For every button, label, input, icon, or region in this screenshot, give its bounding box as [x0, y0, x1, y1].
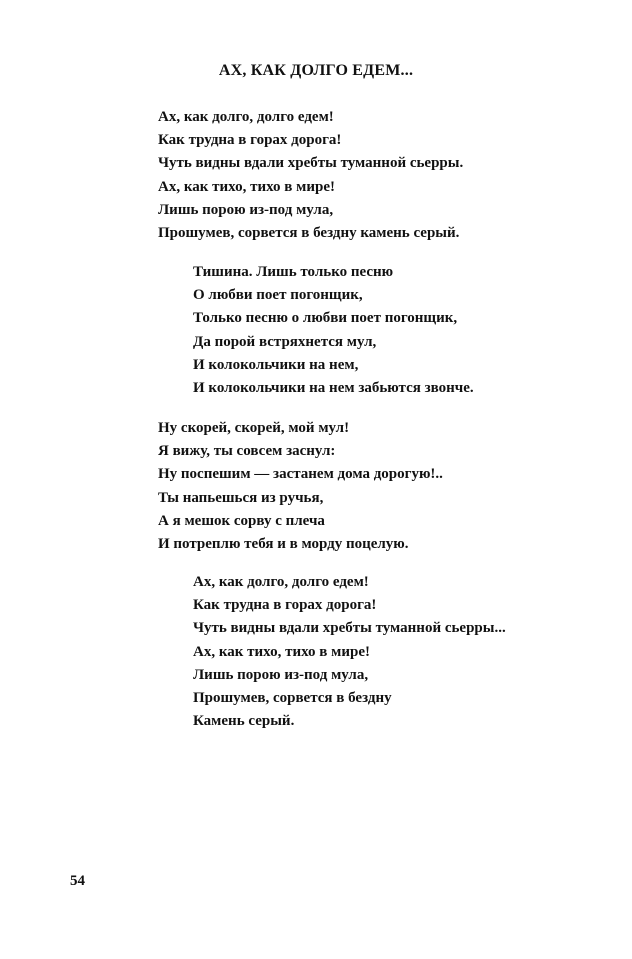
verse-line: И колокольчики на нем,: [193, 356, 359, 373]
verse-line: А я мешок сорву с плеча: [158, 512, 325, 529]
verse-line: Ты напьешься из ручья,: [158, 489, 324, 506]
verse-line: Лишь порою из-под мула,: [158, 201, 334, 218]
verse-line: Чуть видны вдали хребты туманной сьерры...: [193, 620, 506, 637]
verse-line: Прошумев, сорвется в бездну: [193, 689, 392, 706]
verse-line: Как трудна в горах дорога!: [158, 132, 342, 149]
verse-line: Только песню о любви поет погонщик,: [193, 310, 458, 327]
verse-line: Ах, как тихо, тихо в мире!: [158, 178, 335, 195]
verse-line: Да порой встряхнется мул,: [193, 333, 377, 350]
stanza-2: [193, 261, 474, 400]
verse-line: И потреплю тебя и в морду поцелую.: [158, 535, 409, 552]
verse-line: Ах, как тихо, тихо в мире!: [193, 643, 370, 660]
page-title: АХ, КАК ДОЛГО ЕДЕМ...: [218, 62, 414, 79]
verse-line: Чуть видны вдали хребты туманной сьерры.: [158, 155, 464, 172]
page-number: 54: [70, 873, 85, 889]
verse-line: Ах, как долго, долго едем!: [158, 109, 334, 125]
verse-line: Прошумев, сорвется в бездну камень серый.: [158, 224, 460, 241]
verse-line: Камень серый.: [193, 713, 295, 730]
stanza-1: [158, 106, 463, 245]
verse-line: Лишь порою из-под мула,: [193, 666, 369, 683]
verse-line: О любви поет погонщик,: [193, 287, 363, 304]
verse-line: Ах, как долго, долго едем!: [193, 574, 369, 590]
verse-line: Ну поспешим — застанем дома дорогую!..: [158, 466, 443, 483]
verse-line: Я вижу, ты совсем заснул:: [158, 443, 336, 460]
verse-line: И колокольчики на нем забьются звонче.: [193, 379, 474, 396]
verse-line: Ну скорей, скорей, мой мул!: [158, 420, 350, 436]
verse-line: Тишина. Лишь только песню: [193, 264, 394, 280]
stanza-4: [193, 571, 506, 733]
stanza-3: [158, 417, 443, 556]
verse-line: Как трудна в горах дорога!: [193, 597, 377, 614]
